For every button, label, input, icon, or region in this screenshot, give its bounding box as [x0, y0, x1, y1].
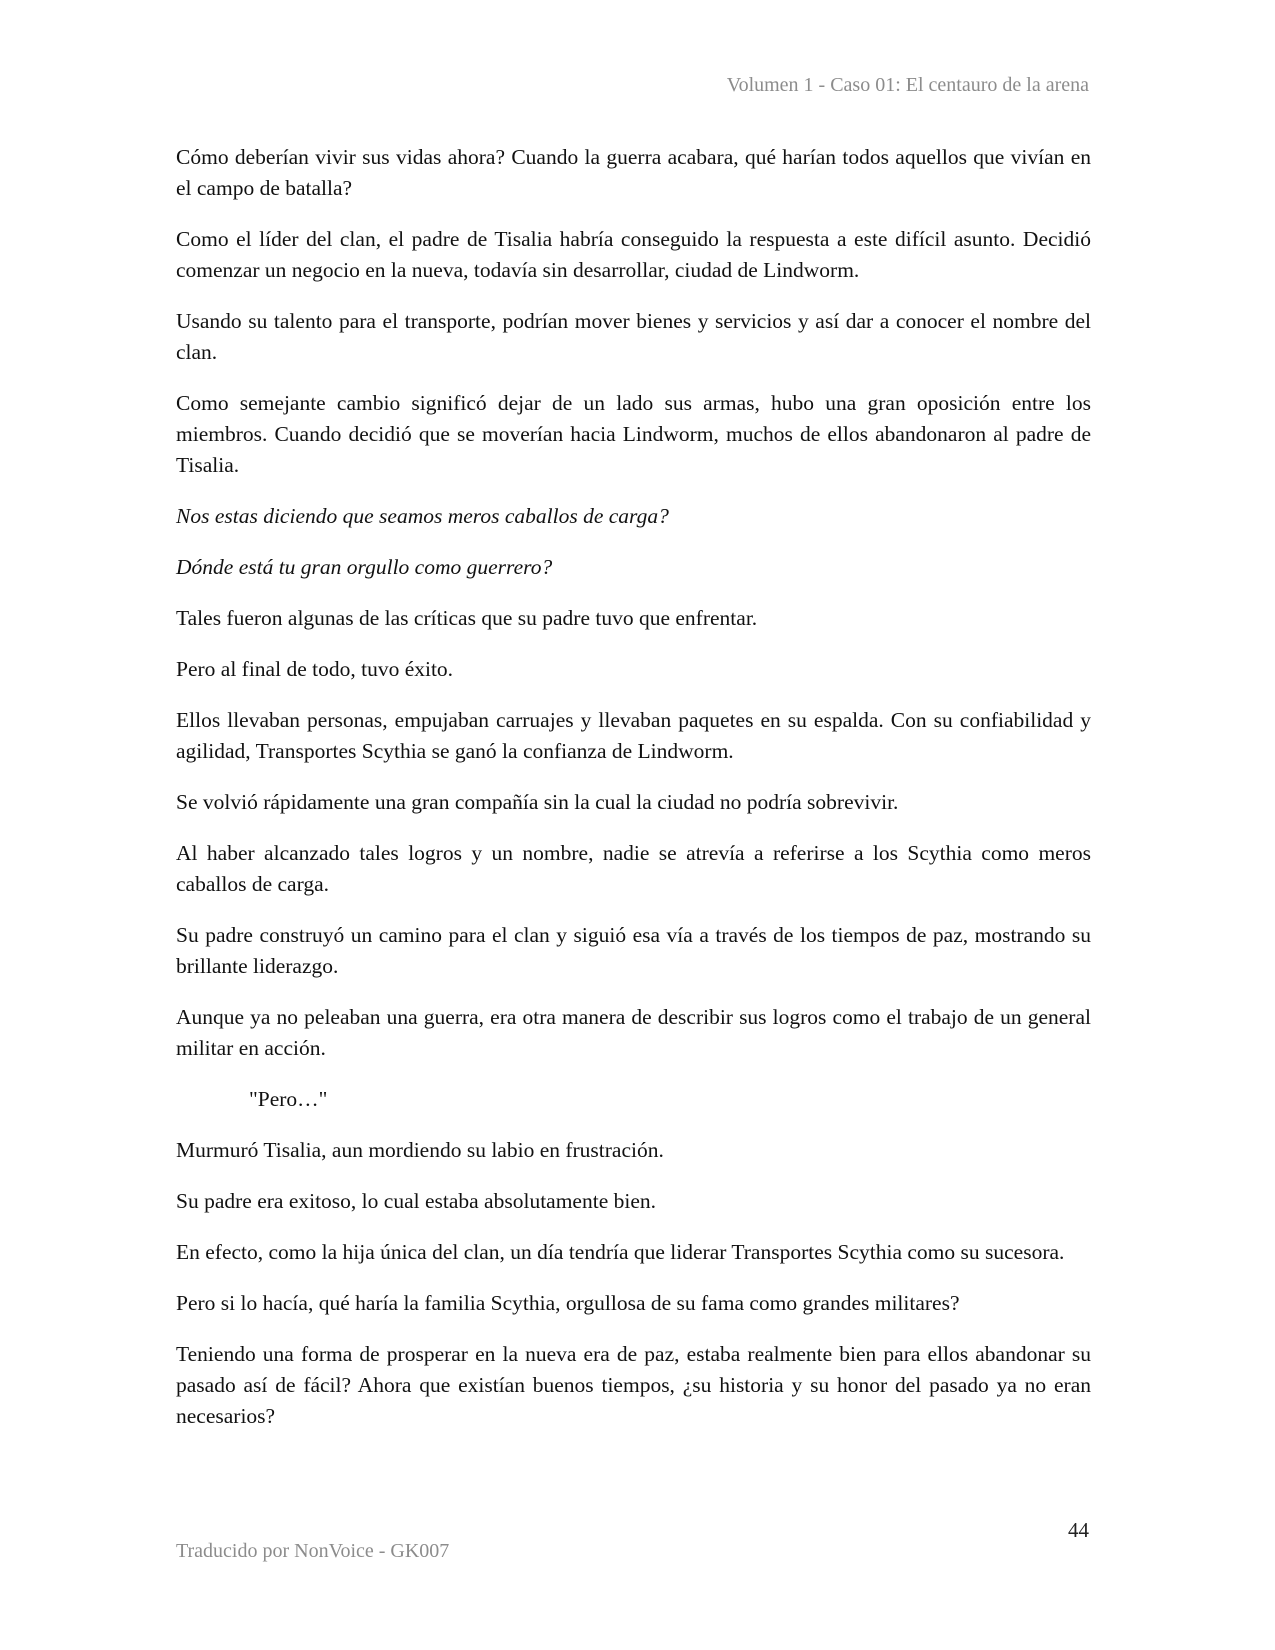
paragraph: Aunque ya no peleaban una guerra, era otra manera de describir sus logros como el trabajo de un general militar en acción.: [176, 1005, 1091, 1060]
paragraph: Pero si lo hacía, qué haría la familia Scythia, orgullosa de su fama como grandes militares?: [176, 1291, 960, 1315]
translator-credit: Traducido por NonVoice - GK007: [176, 1540, 450, 1562]
paragraph: Su padre construyó un camino para el clan y siguió esa vía a través de los tiempos de paz, mostrando su brillante liderazgo.: [176, 923, 1091, 978]
page-number: 44: [1068, 1518, 1089, 1542]
paragraph: Como semejante cambio significó dejar de un lado sus armas, hubo una gran oposición entre los miembros. Cuando decidió que se moverían hacia Lindworm, muchos de ellos abandonaron al padre de Tisalia.: [176, 391, 1091, 477]
paragraph: Usando su talento para el transporte, podrían mover bienes y servicios y así dar a conocer el nombre del clan.: [176, 309, 1091, 364]
paragraph: Como el líder del clan, el padre de Tisalia habría conseguido la respuesta a este difícil asunto. Decidió comenzar un negocio en la nueva, todavía sin desarrollar, ciudad de Lindworm.: [176, 227, 1091, 282]
paragraph: Tales fueron algunas de las críticas que su padre tuvo que enfrentar.: [176, 606, 758, 630]
running-header: Volumen 1 - Caso 01: El centauro de la arena: [726, 74, 1089, 96]
italic-paragraph: Nos estas diciendo que seamos meros caballos de carga?: [176, 504, 669, 528]
paragraph: Teniendo una forma de prosperar en la nueva era de paz, estaba realmente bien para ellos abandonar su pasado así de fácil? Ahora que existían buenos tiempos, ¿su historia y su honor del pasado ya no eran necesarios?: [176, 1342, 1091, 1428]
paragraph: Se volvió rápidamente una gran compañía sin la cual la ciudad no podría sobrevivir.: [176, 790, 899, 814]
paragraph: Pero al final de todo, tuvo éxito.: [176, 657, 454, 681]
paragraph: Al haber alcanzado tales logros y un nombre, nadie se atrevía a referirse a los Scythia como meros caballos de carga.: [176, 841, 1091, 896]
paragraph: Ellos llevaban personas, empujaban carruajes y llevaban paquetes en su espalda. Con su confiabilidad y agilidad, Transportes Scythia se ganó la confianza de Lindworm.: [176, 708, 1091, 763]
paragraph: Su padre era exitoso, lo cual estaba absolutamente bien.: [176, 1189, 657, 1213]
paragraph: En efecto, como la hija única del clan, un día tendría que liderar Transportes Scythia como su sucesora.: [176, 1240, 1065, 1264]
paragraph: Murmuró Tisalia, aun mordiendo su labio en frustración.: [176, 1138, 664, 1162]
paragraph: Cómo deberían vivir sus vidas ahora? Cuando la guerra acabara, qué harían todos aquellos que vivían en el campo de batalla?: [176, 145, 1091, 200]
body-text: [176, 142, 1091, 1452]
italic-paragraph: Dónde está tu gran orgullo como guerrero?: [176, 555, 553, 579]
dialogue-line: "Pero…": [249, 1087, 328, 1111]
